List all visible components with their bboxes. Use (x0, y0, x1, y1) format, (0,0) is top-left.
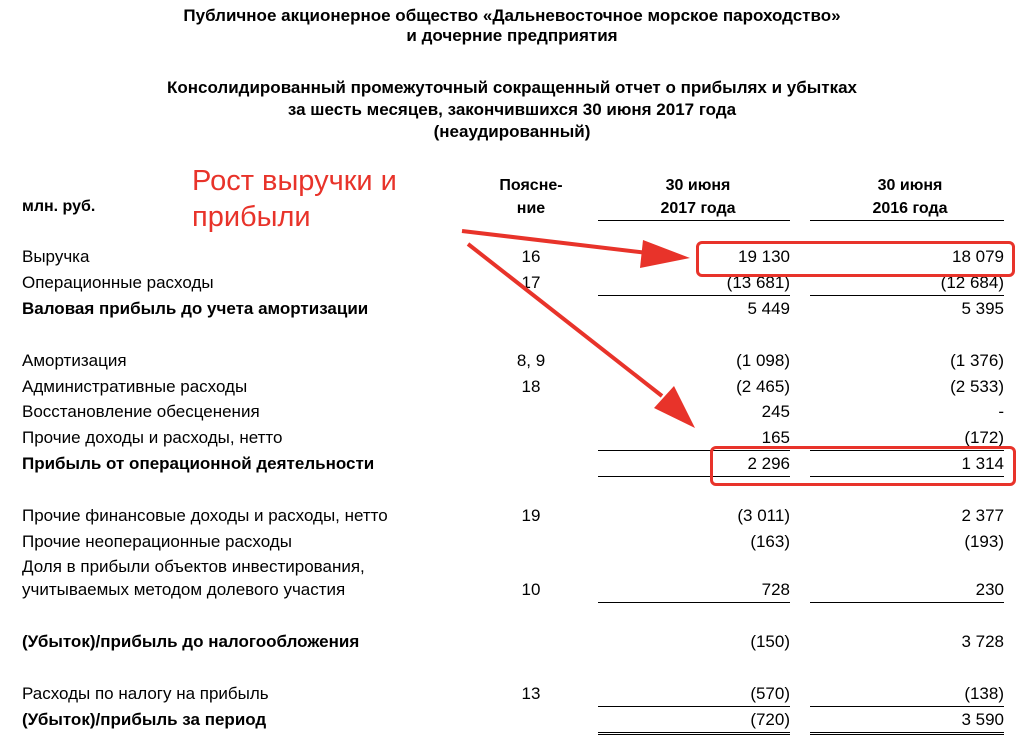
arrow-to-operating-profit (468, 244, 695, 428)
row-value-2016: 2 377 (961, 506, 1004, 525)
row-note: 17 (521, 273, 541, 292)
annotation-line1: Рост выручки и (192, 165, 397, 197)
row-value-2016: 230 (975, 580, 1004, 599)
row-value-2016: (1 376) (950, 351, 1004, 370)
row-label: Административные расходы (22, 377, 248, 396)
row-note: 10 (521, 580, 541, 599)
notes-header-line2: ние (516, 200, 546, 217)
row-label: (Убыток)/прибыль за период (22, 710, 267, 729)
notes-header-line1: Поясне- (499, 177, 563, 194)
row-label: Доля в прибыли объектов инвестирования, (22, 557, 365, 576)
row-note: 18 (521, 377, 541, 396)
report-title-line3: (неаудированный) (433, 122, 591, 141)
row-label: Прибыль от операционной деятельности (22, 454, 375, 473)
arrow-shaft (462, 231, 648, 253)
row-value-2016: 18 079 (952, 247, 1004, 266)
row-label: Прочие финансовые доходы и расходы, нетто (22, 506, 388, 525)
row-value-2017: (3 011) (737, 506, 790, 525)
row-value-2016: (193) (964, 532, 1004, 551)
col2-header-line2: 2016 года (872, 200, 948, 217)
row-value-2016: 3 590 (961, 710, 1004, 729)
row-value-2017: 2 296 (747, 454, 790, 473)
row-value-2017: 245 (761, 402, 790, 421)
row-value-2017: (13 681) (726, 273, 790, 292)
row-value-2016: - (998, 402, 1004, 421)
row-value-2016: (12 684) (940, 273, 1004, 292)
row-value-2017: (1 098) (736, 351, 790, 370)
row-value-2016: (138) (964, 684, 1004, 703)
row-note: 16 (521, 247, 541, 266)
company-title-line2: и дочерние предприятия (406, 26, 618, 45)
row-value-2017: 728 (761, 580, 790, 599)
row-value-2017: 19 130 (738, 247, 790, 266)
row-value-2017: (150) (750, 632, 790, 651)
row-value-2016: 3 728 (961, 632, 1004, 651)
row-label: Выручка (22, 247, 90, 266)
row-value-2016: (172) (964, 428, 1004, 447)
row-label: Расходы по налогу на прибыль (22, 684, 269, 703)
row-label: учитываемых методом долевого участия (22, 580, 346, 599)
row-value-2017: 5 449 (747, 299, 790, 318)
row-label: Операционные расходы (22, 273, 214, 292)
row-value-2016: (2 533) (950, 377, 1004, 396)
row-value-2017: 165 (761, 428, 790, 447)
col2-header-line1: 30 июня (877, 177, 943, 194)
row-label: Валовая прибыль до учета амортизации (22, 299, 369, 318)
row-value-2016: 1 314 (961, 454, 1004, 473)
row-note: 13 (521, 684, 541, 703)
row-note: 19 (521, 506, 541, 525)
units-label: млн. руб. (22, 198, 96, 215)
row-value-2017: (2 465) (736, 377, 790, 396)
row-note: 8, 9 (516, 351, 546, 370)
row-value-2017: (570) (750, 684, 790, 703)
company-title-line1: Публичное акционерное общество «Дальневосточное морское пароходство» (183, 6, 841, 25)
row-label: Восстановление обесценения (22, 402, 260, 421)
row-label: Амортизация (22, 351, 127, 370)
annotation-line2: прибыли (192, 201, 311, 233)
report-title-line2: за шесть месяцев, закончившихся 30 июня 2017 года (287, 100, 737, 119)
col1-header-line2: 2017 года (660, 200, 736, 217)
row-value-2017: (163) (750, 532, 790, 551)
row-label: Прочие доходы и расходы, нетто (22, 428, 283, 447)
arrow-to-revenue (462, 231, 690, 268)
row-label: (Убыток)/прибыль до налогообложения (22, 632, 360, 651)
col1-header-line1: 30 июня (665, 177, 731, 194)
arrowhead (640, 240, 690, 268)
arrow-shaft (468, 244, 662, 396)
row-value-2016: 5 395 (961, 299, 1004, 318)
report-title-line1: Консолидированный промежуточный сокращенный отчет о прибылях и убытках (166, 78, 857, 97)
row-value-2017: (720) (750, 710, 790, 729)
row-label: Прочие неоперационные расходы (22, 532, 292, 551)
